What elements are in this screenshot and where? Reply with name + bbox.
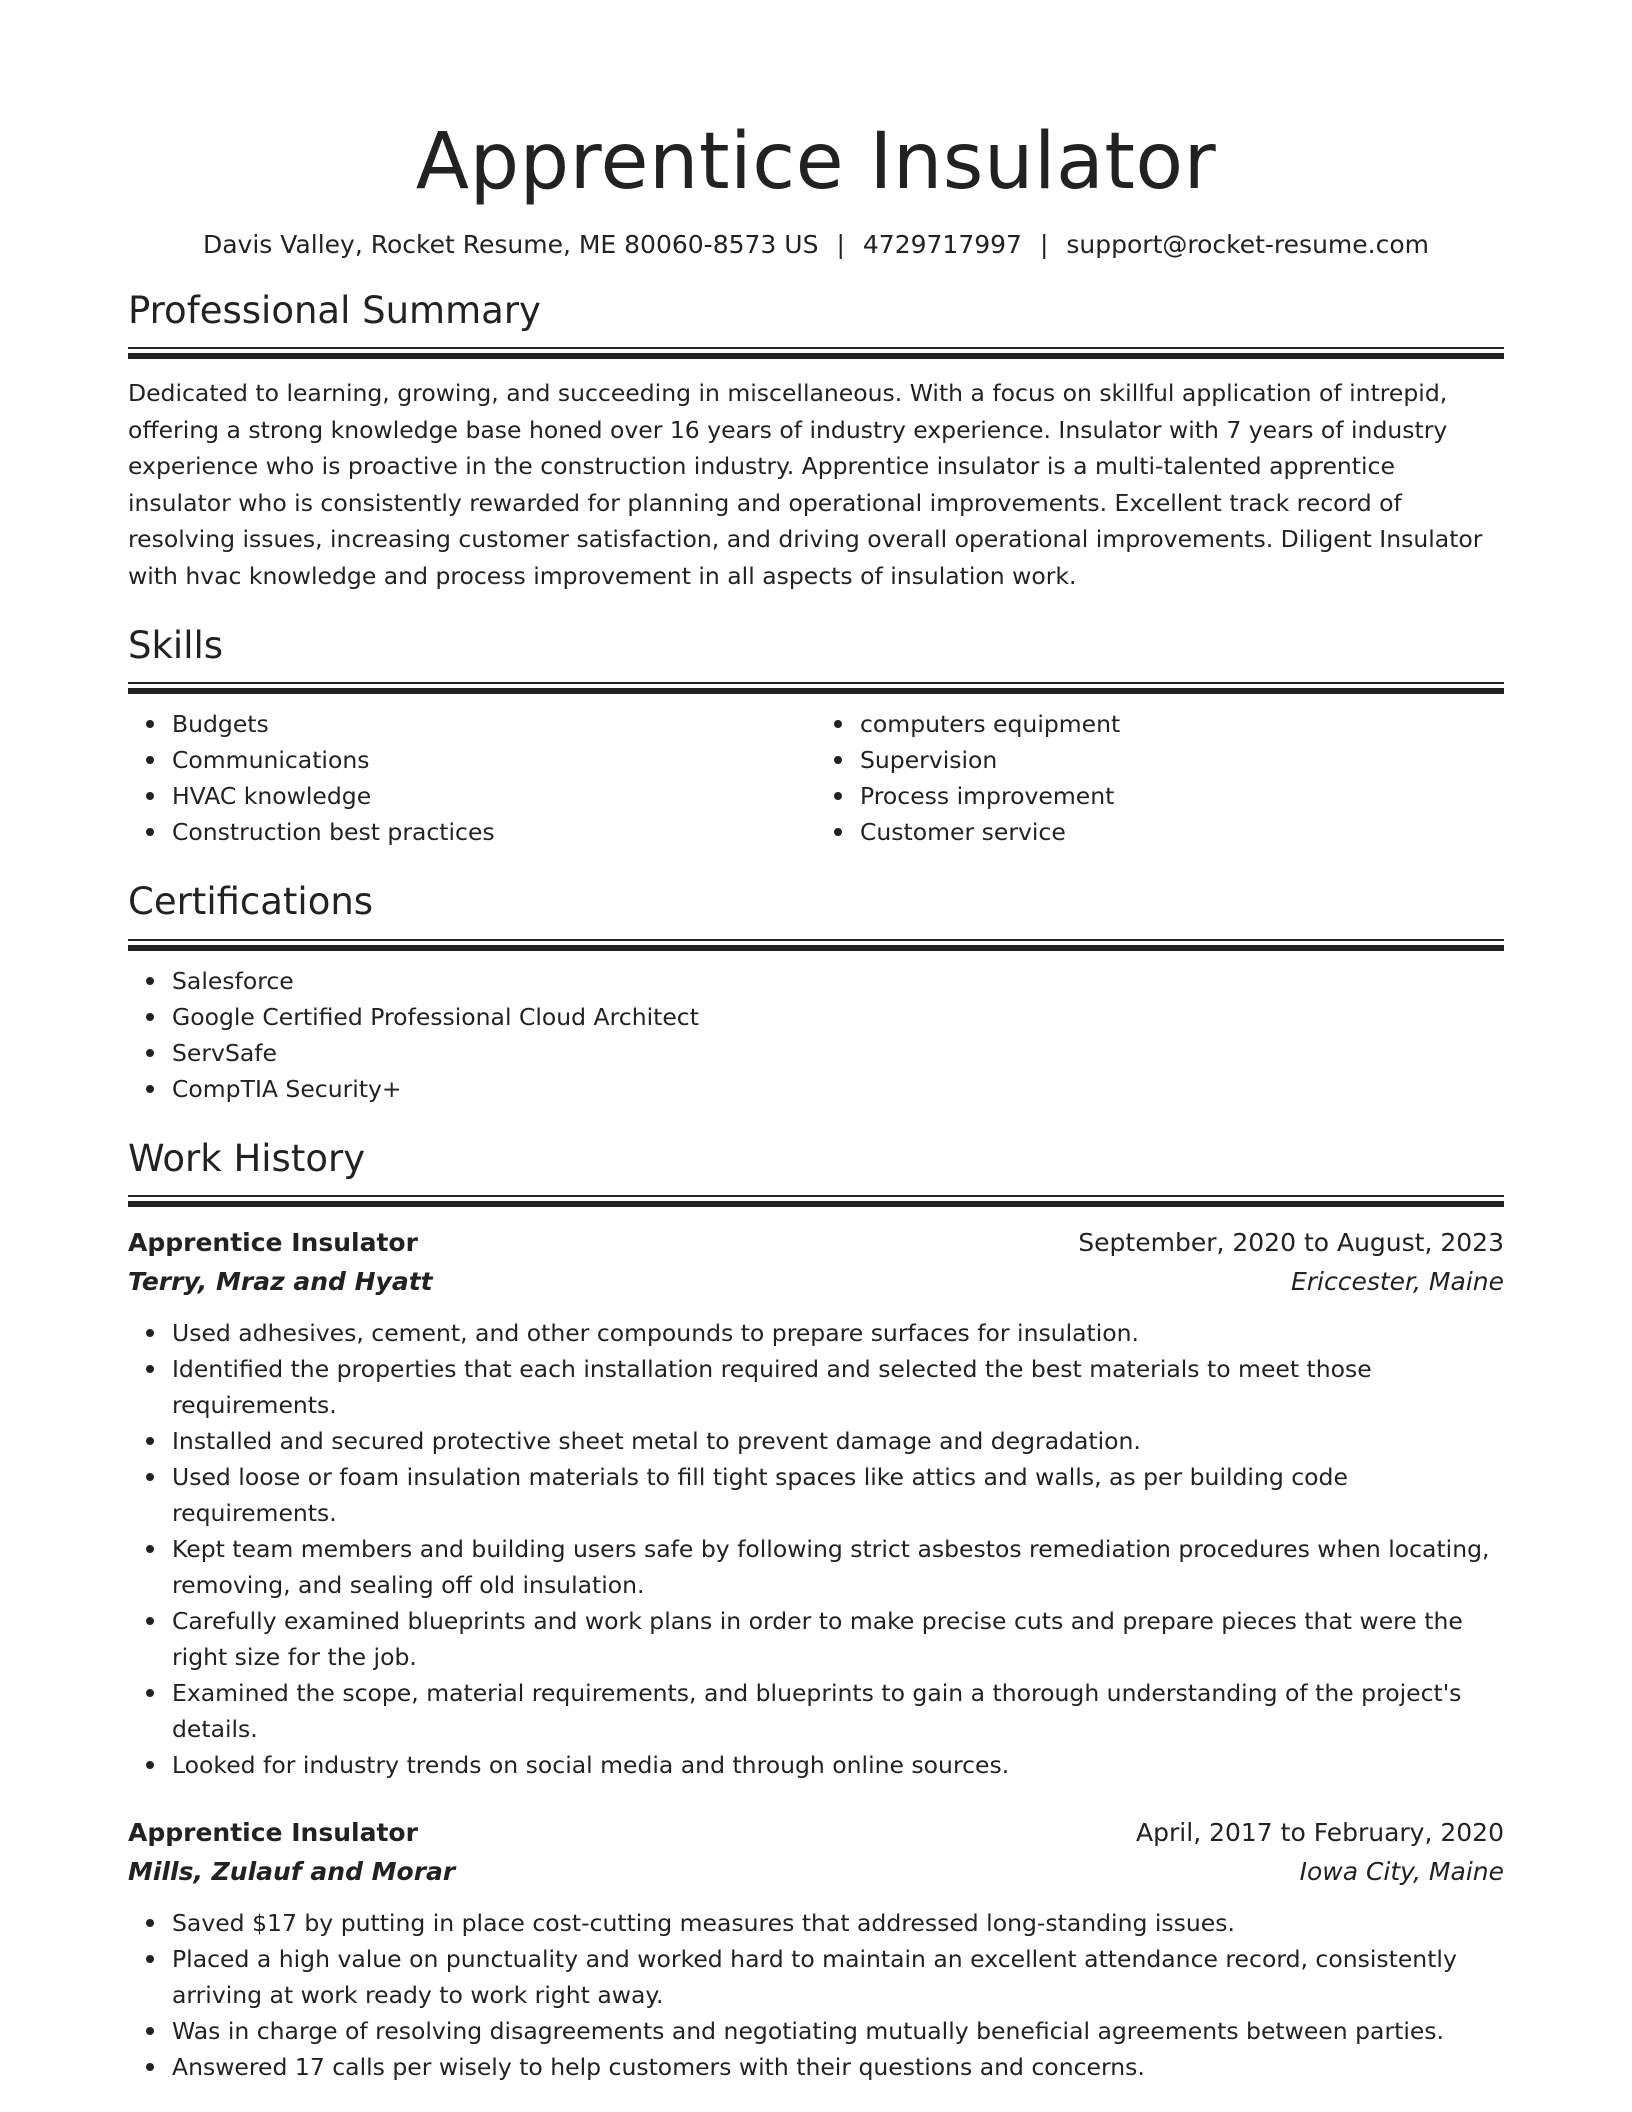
section-divider <box>128 939 1504 951</box>
job-company: Mills, Zulauf and Morar <box>128 1857 456 1887</box>
job-bullet: Identified the properties that each installation required and selected the best materials to meet those requirements. <box>172 1351 1504 1423</box>
job-entry <box>128 1223 1504 1783</box>
job-company-row <box>128 1852 1504 1891</box>
certification-item: ServSafe <box>172 1035 1504 1071</box>
job-location: Iowa City, Maine <box>1299 1857 1504 1887</box>
certification-item: Salesforce <box>172 963 1504 999</box>
contact-email[interactable]: support@rocket-resume.com <box>1066 229 1429 259</box>
skill-item: computers equipment <box>860 706 1504 742</box>
skill-item: Communications <box>172 742 816 778</box>
job-location: Ericcester, Maine <box>1290 1267 1504 1297</box>
section-divider <box>128 347 1504 359</box>
section-title-work-history: Work History <box>128 1136 366 1180</box>
section-divider <box>128 682 1504 694</box>
job-title: Apprentice Insulator <box>128 1818 418 1848</box>
skill-item: Budgets <box>172 706 816 742</box>
certification-item: CompTIA Security+ <box>172 1071 1504 1107</box>
job-company: Terry, Mraz and Hyatt <box>128 1267 433 1297</box>
skill-item: Construction best practices <box>172 814 816 850</box>
job-bullet: Used loose or foam insulation materials to fill tight spaces like attics and walls, as per building code requirements. <box>172 1459 1504 1531</box>
job-bullet: Carefully examined blueprints and work plans in order to make precise cuts and prepare pieces that were the right size for the job. <box>172 1603 1504 1675</box>
skill-item: HVAC knowledge <box>172 778 816 814</box>
job-bullets <box>128 1315 1504 1783</box>
work-history-section <box>128 1137 1504 2085</box>
certifications-list <box>128 963 1504 1107</box>
job-bullet: Saved $17 by putting in place cost-cutting measures that addressed long-standing issues. <box>172 1905 1504 1941</box>
job-bullet: Used adhesives, cement, and other compounds to prepare surfaces for insulation. <box>172 1315 1504 1351</box>
job-dates: September, 2020 to August, 2023 <box>1078 1228 1504 1258</box>
job-bullet: Looked for industry trends on social media and through online sources. <box>172 1747 1504 1783</box>
skill-item: Process improvement <box>860 778 1504 814</box>
section-title-summary: Professional Summary <box>128 288 541 332</box>
skill-item: Customer service <box>860 814 1504 850</box>
contact-line <box>128 230 1504 259</box>
job-bullet: Placed a high value on punctuality and worked hard to maintain an excellent attendance record, consistently arriving at work ready to work right away. <box>172 1941 1504 2013</box>
job-bullet: Kept team members and building users safe by following strict asbestos remediation procedures when locating, removing, and sealing off old insulation. <box>172 1531 1504 1603</box>
section-title-certifications: Certifications <box>128 880 374 924</box>
job-bullet: Installed and secured protective sheet metal to prevent damage and degradation. <box>172 1423 1504 1459</box>
job-bullet: Examined the scope, material requirements, and blueprints to gain a thorough understanding of the project's details. <box>172 1675 1504 1747</box>
job-bullets <box>128 1905 1504 2085</box>
contact-address: Davis Valley, Rocket Resume, ME 80060-8573 US <box>202 229 819 259</box>
contact-phone: 4729717997 <box>862 229 1022 259</box>
skill-item: Supervision <box>860 742 1504 778</box>
resume-name: Apprentice Insulator <box>415 117 1217 207</box>
job-header-row <box>128 1813 1504 1852</box>
skills-grid <box>128 694 1504 850</box>
skills-section <box>128 624 1504 850</box>
certifications-section <box>128 880 1504 1106</box>
job-company-row <box>128 1262 1504 1301</box>
job-entry <box>128 1813 1504 2085</box>
job-dates: April, 2017 to February, 2020 <box>1136 1818 1504 1848</box>
contact-separator: | <box>1039 229 1049 259</box>
contact-separator: | <box>836 229 845 259</box>
job-bullet: Was in charge of resolving disagreements and negotiating mutually beneficial agreements between parties. <box>172 2013 1504 2049</box>
summary-text: Dedicated to learning, growing, and succeeding in miscellaneous. With a focus on skillful application of intrepid, offering a strong knowledge base honed over 16 years of industry experience. Insulator with 7 years of industry experience who is proactive in the construction industry. Apprentice insulator is a multi-talented apprentice insulator who is consistently rewarded for planning and operational improvements. Excellent track record of resolving issues, increasing customer satisfaction, and driving overall operational improvements. Diligent Insulator with hvac knowledge and process improvement in all aspects of insulation work. <box>128 379 1483 590</box>
job-title: Apprentice Insulator <box>128 1228 418 1258</box>
job-bullet: Answered 17 calls per wisely to help customers with their questions and concerns. <box>172 2049 1504 2085</box>
section-divider <box>128 1195 1504 1207</box>
skills-list-left <box>128 706 816 850</box>
section-title-skills: Skills <box>128 624 224 668</box>
certification-item: Google Certified Professional Cloud Architect <box>172 999 1504 1035</box>
job-header-row <box>128 1223 1504 1262</box>
summary-section <box>128 289 1504 594</box>
skills-list-right <box>816 706 1504 850</box>
